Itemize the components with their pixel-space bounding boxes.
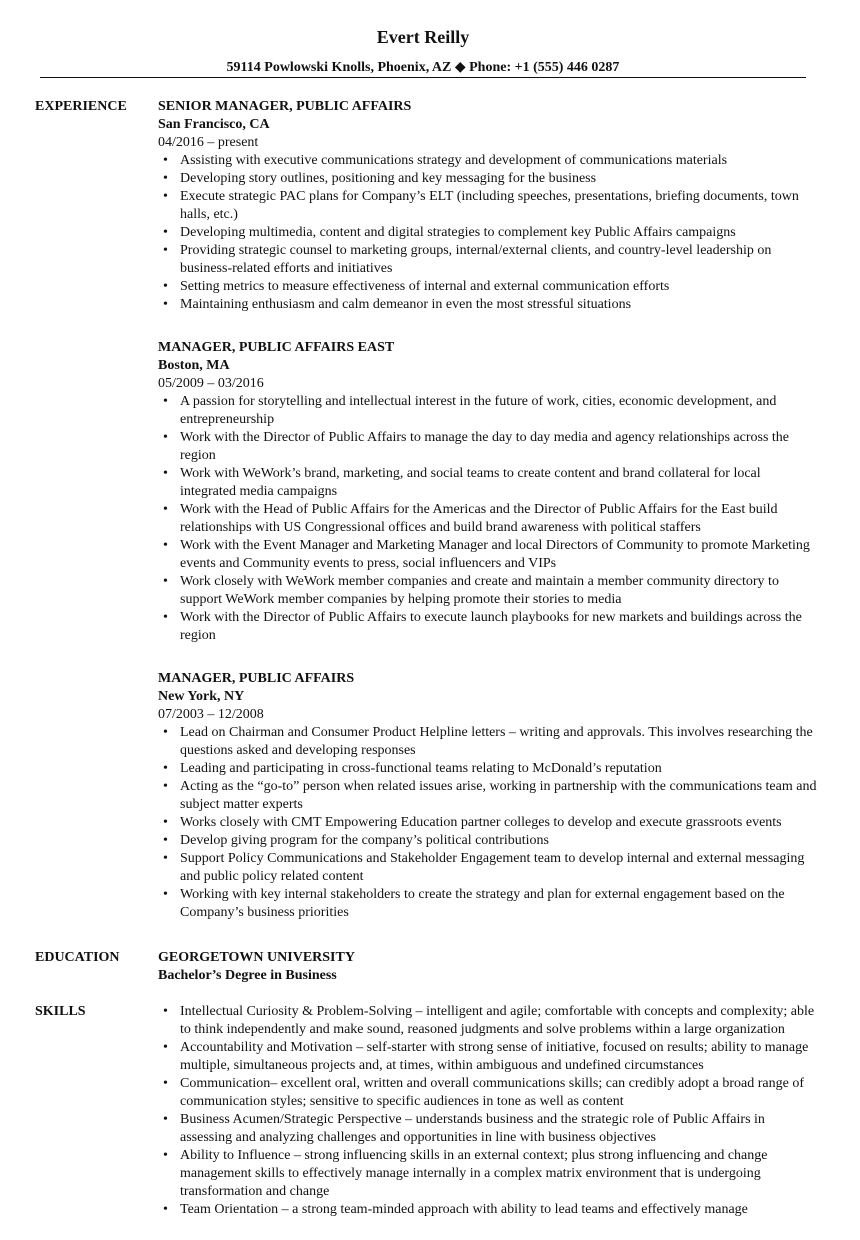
bullet-item: • Business Acumen/Strategic Perspective – understands business and the strategic role of Public Affairs in assessing and analyzing challenges and opportunities in line with business objectives [158,1111,818,1147]
bullet-item: • Setting metrics to measure effectiveness of internal and external communication efforts [158,278,818,296]
job-location: Boston, MA [158,358,230,373]
bullet-item: • Work with the Director of Public Affairs to execute launch playbooks for new markets and buildings across the region [158,609,818,645]
section-title-education: EDUCATION [35,950,120,965]
job-title: MANAGER, PUBLIC AFFAIRS EAST [158,340,395,355]
bullet-item: • Communication– excellent oral, written and overall communications skills; can credibly adopt a broad range of communication styles; sensitive to specific audiences in tone as well as content [158,1075,818,1111]
bullet-item: • Execute strategic PAC plans for Company’s ELT (including speeches, presentations, briefing documents, town halls, etc.) [158,188,818,224]
experience-section [0,98,818,922]
job-entry [158,339,818,645]
bullet-item: • Team Orientation – a strong team-minded approach with ability to lead teams and effectively manage [158,1201,818,1219]
job-dates: 05/2009 – 03/2016 [158,376,264,391]
job-title: MANAGER, PUBLIC AFFAIRS [158,671,355,686]
resume-name: Evert Reilly [376,27,470,47]
section-title-skills: SKILLS [35,1004,86,1019]
bullet-item: • Assisting with executive communications strategy and development of communications materials [158,152,818,170]
contact-line: 59114 Powlowski Knolls, Phoenix, AZ ◆ Phone: +1 (555) 446 0287 [226,60,620,75]
bullet-item: • Ability to Influence – strong influencing skills in an external context; plus strong influencing and change management skills to effectively manage internally in a complex matrix environment that is undergoing transformation and change [158,1147,818,1201]
bullet-item: • Work with the Head of Public Affairs for the Americas and the Director of Public Affairs for the East build relationships with US Congressional offices and build brand awareness with political staffers [158,501,818,537]
bullet-item: • Work closely with WeWork member companies and create and maintain a member community directory to support WeWork member companies by helping promote their stories to media [158,573,818,609]
bullet-item: • Work with WeWork’s brand, marketing, and social teams to create content and brand collateral for local integrated media campaigns [158,465,818,501]
bullet-item: • Leading and participating in cross-functional teams relating to McDonald’s reputation [158,760,818,778]
skills-section [0,1003,818,1219]
bullet-item: • Work with the Director of Public Affairs to manage the day to day media and agency relationships across the region [158,429,818,465]
school-name: GEORGETOWN UNIVERSITY [158,950,355,965]
job-location: San Francisco, CA [158,117,270,132]
bullet-item: • Intellectual Curiosity & Problem-Solving – intelligent and agile; comfortable with concepts and complexity; able to think independently and make sound, reasoned judgments and solve problems within a large organization [158,1003,818,1039]
bullet-item: • Developing story outlines, positioning and key messaging for the business [158,170,818,188]
job-location: New York, NY [158,689,245,704]
job-entry [158,98,818,314]
section-title-experience: EXPERIENCE [35,99,127,114]
bullet-item: • Lead on Chairman and Consumer Product Helpline letters – writing and approvals. This involves researching the questions asked and developing responses [158,724,818,760]
bullet-item: • Develop giving program for the company’s political contributions [158,832,818,850]
education-section [0,949,818,985]
bullet-item: • Acting as the “go-to” person when related issues arise, working in partnership with the communications team and subject matter experts [158,778,818,814]
bullet-item: • Support Policy Communications and Stakeholder Engagement team to develop internal and external messaging and public policy related content [158,850,818,886]
header-divider [40,77,806,78]
degree: Bachelor’s Degree in Business [158,968,337,983]
job-bullets [158,152,818,314]
bullet-item: • Works closely with CMT Empowering Education partner colleges to develop and execute grassroots events [158,814,818,832]
skills-bullets [158,1003,818,1219]
bullet-item: • Developing multimedia, content and digital strategies to complement key Public Affairs campaigns [158,224,818,242]
resume-body [0,98,860,1219]
bullet-item: • A passion for storytelling and intellectual interest in the future of work, cities, economic development, and entrepreneurship [158,393,818,429]
job-title: SENIOR MANAGER, PUBLIC AFFAIRS [158,99,412,114]
bullet-item: • Maintaining enthusiasm and calm demeanor in even the most stressful situations [158,296,818,314]
job-dates: 04/2016 – present [158,135,259,150]
bullet-item: • Accountability and Motivation – self-starter with strong sense of initiative, focused on results; ability to manage multiple, simultaneous projects and, at times, within ambiguous and undefined circumstances [158,1039,818,1075]
bullet-item: • Providing strategic counsel to marketing groups, internal/external clients, and country-level leadership on business-related efforts and initiatives [158,242,818,278]
job-bullets [158,393,818,645]
job-dates: 07/2003 – 12/2008 [158,707,264,722]
job-bullets [158,724,818,922]
bullet-item: • Work with the Event Manager and Marketing Manager and local Directors of Community to promote Marketing events and Community events to press, social influencers and VIPs [158,537,818,573]
job-entry [158,670,818,922]
bullet-item: • Working with key internal stakeholders to create the strategy and plan for external engagement based on the Company’s business priorities [158,886,818,922]
